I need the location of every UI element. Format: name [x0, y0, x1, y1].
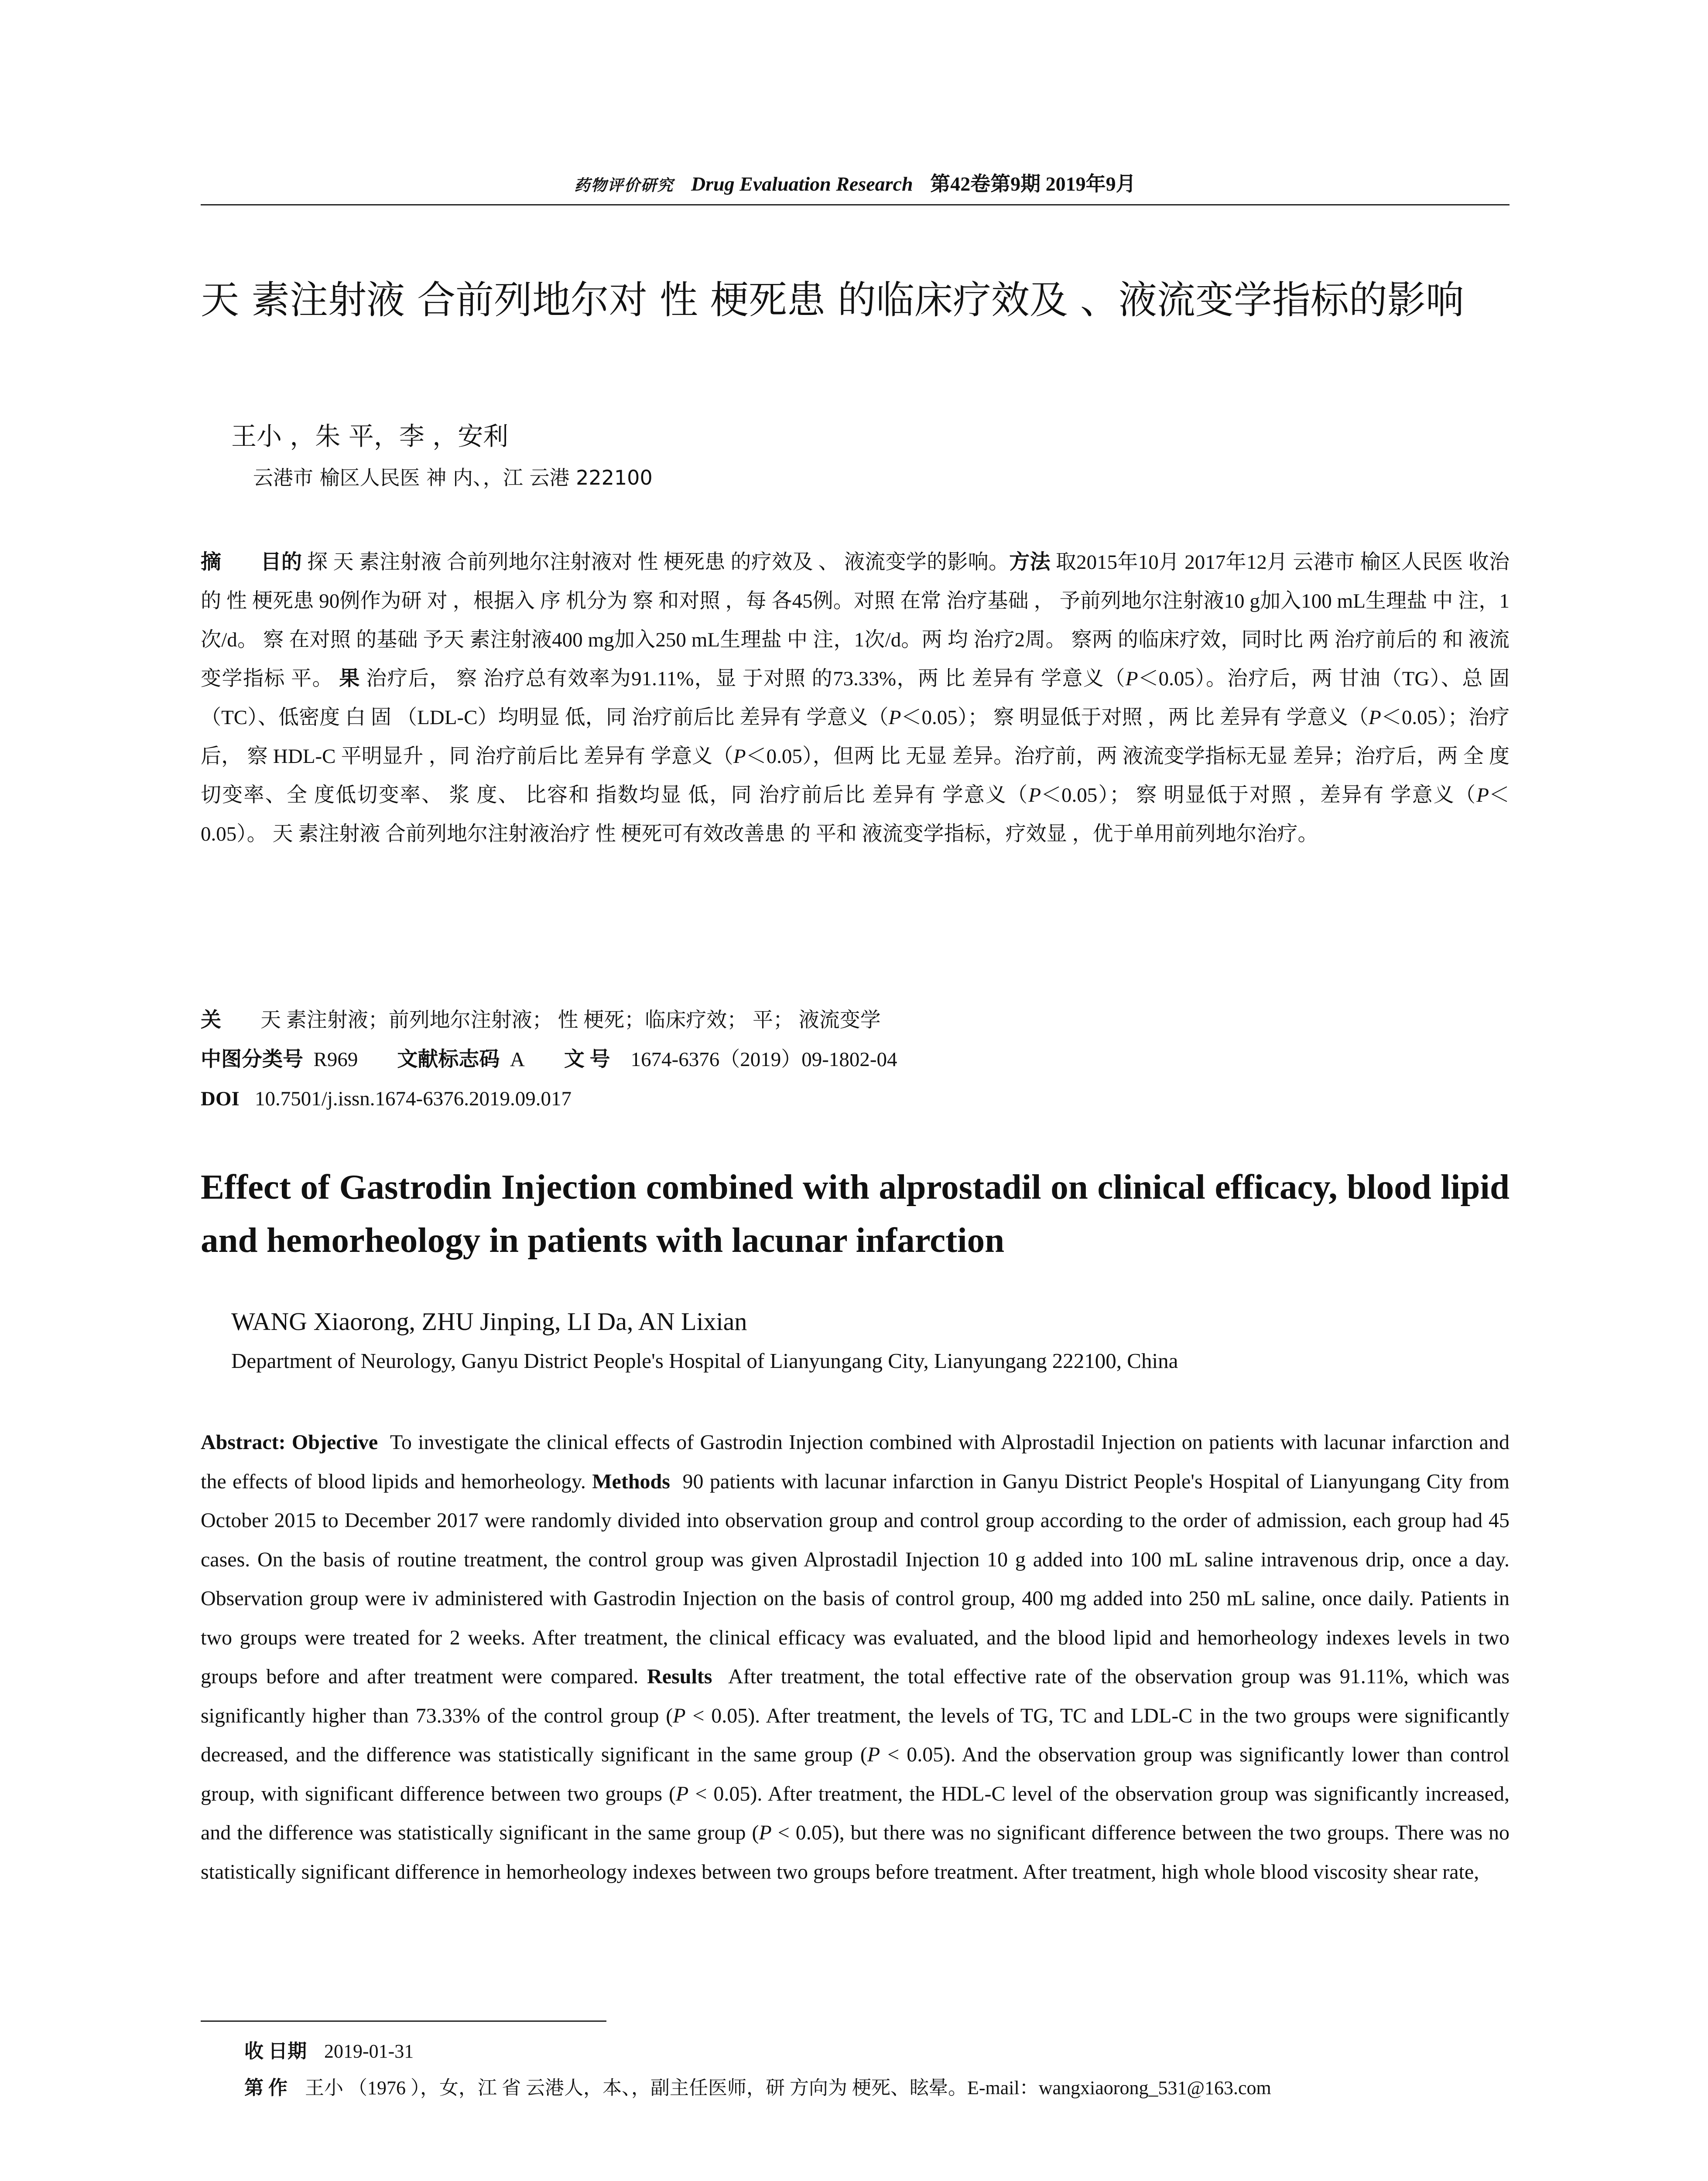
chinese-authors: 王小 ，朱 平，李 ，安利 [231, 421, 509, 451]
author-label: 第 作 [244, 2077, 288, 2099]
results-text: < 0.05), but there was no significant difference between the two groups. There was no statistically significant difference in hemorheology indexes between two groups before treatment. After treatment, high whole blood viscosity shear rate, [201, 1821, 1510, 1884]
p-value-symbol: P [1476, 784, 1489, 807]
p-value-symbol: P [888, 706, 901, 729]
p-value-symbol: P [673, 1704, 686, 1727]
journal-logo: 药物评价研究 [574, 177, 674, 194]
doi-line [201, 1080, 1509, 1118]
english-authors: WANG Xiaorong, ZHU Jinping, LI Da, AN Lixian [231, 1307, 747, 1336]
class-label: 中图分类号 [201, 1048, 303, 1071]
doi-value: 10.7501/j.issn.1674-6376.2019.09.017 [255, 1087, 572, 1110]
article-no-label: 文 号 [564, 1048, 610, 1071]
doc-code-value: A [510, 1048, 525, 1071]
p-value-symbol: P [733, 745, 746, 768]
received-value: 2019-01-31 [324, 2041, 414, 2062]
class-value: R969 [313, 1048, 358, 1071]
p-value-symbol: P [1125, 667, 1138, 690]
author-value: 王小 （1976 ），女，江 省 云港人，本、，副主任医师，研 方向为 梗死、眩晕。E-mail：wangxiaorong_531@163.com [305, 2077, 1271, 2099]
header-rule [201, 204, 1509, 205]
received-label: 收 日期 [244, 2041, 307, 2062]
results-text: ＜0.05）。 [201, 784, 1510, 845]
results-text: ＜0.05）；治疗后， 察 HDL-C 平明显升 ，同 治疗前后比 差异有 学意义（ [201, 706, 1509, 768]
p-value-symbol: P [867, 1743, 880, 1766]
keywords-label: 关 [201, 1009, 221, 1032]
conclusion-text: 天 素注射液 合前列地尔注射液治疗 性 梗死可有效改善患 的 平和 液流变学指标，疗效显 ，优于单用前列地尔治疗。 [267, 823, 1318, 845]
results-text: ＜0.05）； 察 明显低于对照 ，差异有 学意义（ [1041, 784, 1477, 807]
english-affiliation: Department of Neurology, Ganyu District People's Hospital of Lianyungang City, Lianyungang 222100, China [231, 1349, 1178, 1373]
results-text: < 0.05). And the observation group was significantly lower than control group, with significant difference between two groups ( [201, 1743, 1510, 1805]
objective-label: Objective [291, 1431, 378, 1454]
english-title: Effect of Gastrodin Injection combined with alprostadil on clinical efficacy, blood lipid and hemorheology in patients with lacunar infarction [201, 1167, 1509, 1260]
chinese-title: 天 素注射液 合前列地尔对 性 梗死患 的临床疗效及 、液流变学指标的影响 [201, 277, 1464, 322]
p-value-symbol: P [1369, 706, 1381, 729]
first-author-note [244, 2073, 1271, 2103]
received-date-note [244, 2036, 414, 2067]
results-text: < 0.05). After treatment, the levels of TG, TC and LDL-C in the two groups were significantly decreased, and the difference was statistically significant in the same group ( [201, 1704, 1509, 1766]
abstract-label: 摘 [201, 551, 222, 574]
objective-text: To investigate the clinical effects of Gastrodin Injection combined with Alprostadil Injection on patients with lacunar infarction and the effects of blood lipids and hemorheology. [201, 1431, 1510, 1493]
running-header [201, 171, 1509, 198]
objective-text: 探 天 素注射液 合前列地尔注射液对 性 梗死患 的疗效及 、 液流变学的影响。 [307, 551, 1010, 574]
p-value-symbol: P [759, 1821, 772, 1844]
p-value-symbol: P [1028, 784, 1041, 807]
results-label: Results [647, 1665, 712, 1688]
keywords-text: 天 素注射液；前列地尔注射液； 性 梗死；临床疗效； 平； 液流变学 [260, 1009, 881, 1032]
issue-info: 第42卷第9期 2019年9月 [930, 173, 1136, 195]
results-text: ＜0.05）； 察 明显低于对照 ，两 比 差异有 学意义（ [901, 706, 1369, 729]
methods-label: Methods [592, 1470, 670, 1493]
p-value-symbol: P [676, 1782, 689, 1805]
chinese-affiliation: 云港市 榆区人民医 神 内、，江 云港 222100 [253, 466, 653, 489]
doi-label: DOI [201, 1087, 240, 1110]
results-label: 果 [339, 667, 360, 690]
methods-text: 取2015年10月 2017年12月 云港市 榆区人民医 收治的 性 梗死患 90例作为研 对 ，根据入 序 机分为 察 和对照 ，每 各45例。对照 在常 治疗基础 ， 予前列地尔注射液10 g加入100 mL生理盐 中 注，1次/d。 察 在对照 的基础 予天 素注射液400 mg加入250 mL生理盐 中 注，1次/d。两 均 治疗2周。 察两 的临床疗效，同时比 两 治疗前后的 和 液流变学指标 平。 [201, 551, 1510, 690]
doc-code-label: 文献标志码 [397, 1048, 500, 1071]
results-text: ＜0.05）。治疗后，两 甘油（TG）、总 固 （TC）、低密度 白 固 （LDL-C）均明显 低，同 治疗前后比 差异有 学意义（ [201, 667, 1510, 729]
journal-name: Drug Evaluation Research [691, 173, 913, 195]
results-text: 治疗后， 察 治疗总有效率为91.11%，显 于对照 的73.33%，两 比 差异有 学意义（ [366, 667, 1126, 690]
methods-label: 方法 [1009, 551, 1051, 574]
abstract-label: Abstract: [201, 1431, 286, 1454]
methods-text: 90 patients with lacunar infarction in Ganyu District People's Hospital of Lianyungang City from October 2015 to December 2017 were randomly divided into observation group and control group according to the order of admission, each group had 45 cases. On the basis of routine treatment, the control group was given Alprostadil Injection 10 g added into 100 mL saline intravenous drip, once a day. Observation group were iv administered with Gastrodin Injection on the basis of control group, 400 mg added into 250 mL saline, once daily. Patients in two groups were treated for 2 weeks. After treatment, the clinical efficacy was evaluated, and the blood lipid and hemorheology indexes levels in two groups before and after treatment were compared. [201, 1470, 1510, 1688]
article-no-value: 1674-6376（2019）09-1802-04 [630, 1048, 897, 1071]
classification-line [201, 1040, 1509, 1079]
chinese-abstract [201, 543, 1509, 854]
footnote-rule [201, 2020, 606, 2022]
results-text: < 0.05). After treatment, the HDL-C level of the observation group was significantly increased, and the difference was statistically significant in the same group ( [201, 1782, 1509, 1844]
results-text: After treatment, the total effective rate of the observation group was 91.11%, which was significantly higher than 73.33% of the control group ( [201, 1665, 1509, 1727]
chinese-keywords [201, 1001, 1509, 1040]
results-text: ＜0.05），但两 比 无显 差异。治疗前，两 液流变学指标无显 差异；治疗后，两 全 度 切变率、全 度低切变率、 浆 度、 比容和 指数均显 低，同 治疗前后比 差异有 学意义（ [201, 745, 1510, 807]
objective-label: 目的 [260, 551, 302, 574]
english-abstract [201, 1423, 1509, 1891]
